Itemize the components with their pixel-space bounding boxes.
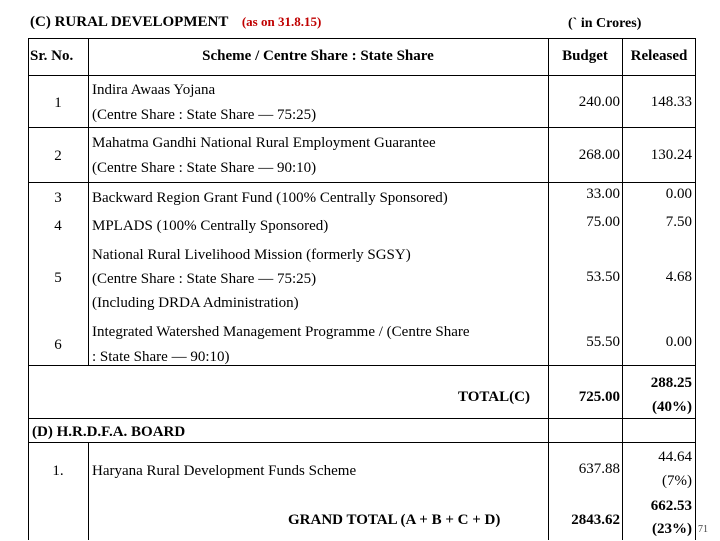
row3-budget: 33.00: [586, 186, 620, 202]
row4-sr: 4: [54, 218, 62, 234]
row5-scheme-line2: (Centre Share : State Share — 75:25): [92, 271, 317, 287]
grand-total-released-pct: (23%): [652, 521, 692, 537]
row4-scheme-line1: MPLADS (100% Centrally Sponsored): [92, 218, 329, 234]
row4-released: 7.50: [665, 214, 692, 230]
d-row1-sr: 1.: [52, 463, 64, 479]
rule-header-bottom: [28, 75, 695, 76]
rule-sr: [88, 38, 89, 365]
row1-released: 148.33: [650, 94, 692, 110]
col-sr-header: Sr. No.: [30, 48, 74, 64]
row2-sr: 2: [54, 148, 62, 164]
total-c-released: 288.25: [650, 375, 692, 391]
col-scheme-header: Scheme / Centre Share : State Share: [202, 48, 434, 64]
total-c-label: TOTAL(C): [458, 389, 530, 405]
row6-scheme-line2: : State Share — 90:10): [92, 349, 230, 365]
row6-sr: 6: [54, 337, 62, 353]
row1-scheme-line1: Indira Awaas Yojana: [92, 82, 216, 98]
section-c-title-text: (C) RURAL DEVELOPMENT: [30, 14, 229, 30]
d-row1-released-pct: (7%): [662, 473, 692, 489]
d-row1-released: 44.64: [658, 449, 692, 465]
page-number: 71: [698, 524, 708, 535]
grand-total-budget: 2843.62: [571, 512, 620, 528]
section-c-title: [30, 14, 321, 31]
row2-released: 130.24: [650, 147, 692, 163]
col-budget-header: Budget: [562, 48, 608, 64]
rule-row1: [28, 127, 695, 128]
row6-released: 0.00: [665, 334, 692, 350]
unit-label: (` in Crores): [568, 16, 642, 31]
row1-budget: 240.00: [578, 94, 620, 110]
row5-scheme-line3: (Including DRDA Administration): [92, 295, 299, 311]
row6-budget: 55.50: [586, 334, 620, 350]
d-row1-budget: 637.88: [578, 461, 620, 477]
row5-scheme-line1: National Rural Livelihood Mission (formerly SGSY): [92, 247, 411, 263]
row2-scheme-line1: Mahatma Gandhi National Rural Employment Guarantee: [92, 135, 436, 151]
row5-released: 4.68: [665, 269, 692, 285]
grand-total-released: 662.53: [650, 498, 692, 514]
as-on-date: (as on 31.8.15): [241, 14, 322, 29]
row3-scheme-line1: Backward Region Grant Fund (100% Centrally Sponsored): [92, 190, 448, 206]
row3-released: 0.00: [665, 186, 692, 202]
row6-scheme-line1: Integrated Watershed Management Programme / (Centre Share: [92, 324, 470, 340]
d-row1-scheme: Haryana Rural Development Funds Scheme: [92, 463, 357, 479]
row2-scheme-line2: (Centre Share : State Share — 90:10): [92, 160, 317, 176]
rule-top: [28, 38, 695, 39]
row3-sr: 3: [54, 190, 62, 206]
rule-total-c: [28, 418, 695, 419]
row4-budget: 75.00: [586, 214, 620, 230]
grand-total-label: GRAND TOTAL (A + B + C + D): [288, 512, 501, 528]
total-c-budget: 725.00: [578, 389, 620, 405]
rule-sr-d: [88, 442, 89, 540]
total-c-released-pct: (40%): [652, 399, 692, 415]
section-d-title: (D) H.R.D.F.A. BOARD: [32, 424, 186, 440]
rule-right: [695, 38, 696, 540]
row1-sr: 1: [54, 95, 62, 111]
row1-scheme-line2: (Centre Share : State Share — 75:25): [92, 107, 317, 123]
row5-budget: 53.50: [586, 269, 620, 285]
row2-budget: 268.00: [578, 147, 620, 163]
col-released-header: Released: [630, 48, 688, 64]
row5-sr: 5: [54, 270, 62, 286]
